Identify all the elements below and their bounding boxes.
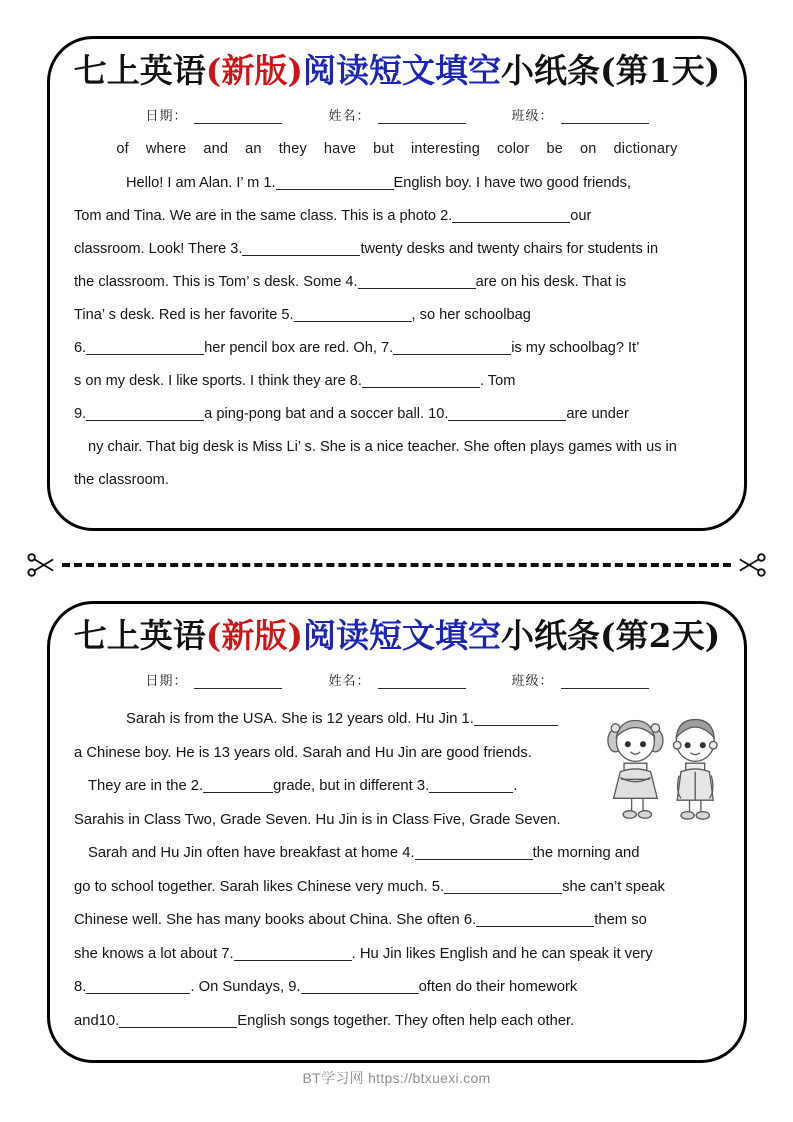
meta-field-class <box>512 670 649 689</box>
line-text: Chinese well. She has many books about China. She often 6. <box>74 912 477 929</box>
answer-blank-7[interactable] <box>234 945 352 961</box>
line-text: the classroom. This is Tom’ s desk. Some 4. <box>74 274 358 291</box>
passage-line <box>74 332 722 365</box>
word-bank-item: dictionary <box>613 141 678 158</box>
word-bank-item: color <box>497 141 530 158</box>
answer-blank-4[interactable] <box>358 273 476 289</box>
meta-field-name <box>328 670 465 689</box>
line-text: her pencil box are red. Oh, 7. <box>204 340 394 357</box>
word-bank-item: of <box>116 141 129 158</box>
meta-blank-class[interactable] <box>561 111 649 124</box>
passage-line <box>74 233 722 266</box>
line-text: go to school together. Sarah likes Chinese very much. 5. <box>74 878 445 895</box>
meta-blank-date[interactable] <box>194 676 282 689</box>
answer-blank-4[interactable] <box>415 844 533 860</box>
answer-blank-6[interactable] <box>476 911 594 927</box>
title-part-topic: 阅读短文填空 <box>303 616 502 655</box>
line-text: . On Sundays, 9. <box>190 979 301 996</box>
passage-line <box>74 167 722 200</box>
meta-field-date <box>145 670 282 689</box>
line-text: Sarahis in Class Two, Grade Seven. Hu Jin is in Class Five, Grade Seven. <box>74 811 561 828</box>
line-text: Tom and Tina. We are in the same class. This is a photo 2. <box>74 208 453 225</box>
line-text: Sarah and Hu Jin often have breakfast at home 4. <box>88 845 415 862</box>
answer-blank-3[interactable] <box>242 240 360 256</box>
cut-divider <box>26 548 767 582</box>
meta-row-day1 <box>50 105 744 124</box>
answer-blank-3[interactable] <box>429 777 513 793</box>
meta-row-day2 <box>50 670 744 689</box>
line-text: s on my desk. I like sports. I think they are 8. <box>74 373 362 390</box>
passage-line <box>74 1005 722 1039</box>
answer-blank-9[interactable] <box>301 978 419 994</box>
line-text: a ping-pong bat and a soccer ball. 10. <box>204 406 449 423</box>
title-part-edition: (新版) <box>205 616 304 655</box>
passage-line <box>74 837 722 871</box>
line-text: are on his desk. That is <box>475 274 627 291</box>
meta-field-class <box>512 105 649 124</box>
word-bank-item: where <box>145 141 187 158</box>
answer-blank-6[interactable] <box>86 339 204 355</box>
line-text: the classroom. <box>74 472 169 489</box>
passage-line <box>74 938 722 972</box>
passage-line <box>74 871 722 905</box>
meta-field-date <box>145 105 282 124</box>
word-bank-item: have <box>323 141 357 158</box>
answer-blank-8[interactable] <box>86 978 190 994</box>
title-part-edition: (新版) <box>205 51 304 90</box>
meta-field-name <box>328 105 465 124</box>
scissors-icon <box>26 550 56 580</box>
passage-line <box>74 464 722 497</box>
answer-blank-1[interactable] <box>474 710 558 726</box>
passage-line <box>74 200 722 233</box>
word-bank-item: be <box>546 141 564 158</box>
word-bank-item: an <box>245 141 262 158</box>
word-bank-item: on <box>580 141 597 158</box>
line-text: grade, but in different 3. <box>273 778 430 795</box>
meta-label-name: 姓名： <box>328 109 371 125</box>
meta-blank-name[interactable] <box>378 111 466 124</box>
word-bank-item: but <box>373 141 394 158</box>
line-text: our <box>570 208 592 225</box>
line-text: a Chinese boy. He is 13 years old. Sarah and Hu Jin are good friends. <box>74 744 532 761</box>
line-text: 9. <box>74 406 87 423</box>
word-bank-item: and <box>203 141 229 158</box>
title-part-topic: 阅读短文填空 <box>303 51 502 90</box>
word-bank <box>50 141 744 157</box>
worksheet-card-day1 <box>47 36 747 531</box>
line-text: ny chair. That big desk is Miss Li’ s. She is a nice teacher. She often plays games with us in <box>88 439 677 456</box>
line-text: Hello! I am Alan. I’ m 1. <box>126 175 276 192</box>
title-part-subject: 七上英语 <box>73 616 206 655</box>
line-text: . <box>513 778 518 795</box>
site-watermark: BT学习网 https://btxuexi.com <box>302 1070 491 1086</box>
line-text: . Tom <box>479 373 516 390</box>
passage-line <box>74 971 722 1005</box>
answer-blank-9[interactable] <box>86 405 204 421</box>
line-text: she knows a lot about 7. <box>74 945 234 962</box>
passage-line <box>74 398 722 431</box>
line-text: English boy. I have two good friends, <box>393 175 631 192</box>
cut-dashed-line <box>62 563 731 567</box>
page-title-day2 <box>50 604 744 656</box>
line-text: them so <box>594 912 647 929</box>
meta-label-class: 班级： <box>511 109 554 125</box>
answer-blank-5[interactable] <box>444 878 562 894</box>
line-text: Sarah is from the USA. She is 12 years old. Hu Jin 1. <box>126 711 474 728</box>
passage-line <box>74 299 722 332</box>
line-text: often do their homework <box>418 979 578 996</box>
answer-blank-7[interactable] <box>393 339 511 355</box>
line-text: . Hu Jin likes English and he can speak it very <box>351 945 653 962</box>
line-text: are under <box>566 406 629 423</box>
answer-blank-1[interactable] <box>276 174 394 190</box>
meta-label-date: 日期： <box>145 674 188 690</box>
title-part-day: 小纸条(第1天) <box>501 51 721 90</box>
meta-label-name: 姓名： <box>328 674 371 690</box>
meta-label-class: 班级： <box>511 674 554 690</box>
answer-blank-5[interactable] <box>294 306 412 322</box>
line-text: They are in the 2. <box>88 778 204 795</box>
meta-blank-class[interactable] <box>561 676 649 689</box>
line-text: 6. <box>74 340 87 357</box>
meta-label-date: 日期： <box>145 109 188 125</box>
two-children-illustration <box>594 711 730 823</box>
line-text: she can’t speak <box>562 878 665 895</box>
title-part-day: 小纸条(第2天) <box>501 616 721 655</box>
answer-blank-8[interactable] <box>362 372 480 388</box>
scissors-icon <box>737 550 767 580</box>
answer-blank-2[interactable] <box>203 777 273 793</box>
meta-blank-date[interactable] <box>194 111 282 124</box>
line-text: 8. <box>74 979 87 996</box>
word-bank-item: interesting <box>410 141 481 158</box>
meta-blank-name[interactable] <box>378 676 466 689</box>
title-part-subject: 七上英语 <box>73 51 206 90</box>
answer-blank-10[interactable] <box>119 1012 237 1028</box>
answer-blank-10[interactable] <box>448 405 566 421</box>
line-text: English songs together. They often help each other. <box>237 1012 575 1029</box>
answer-blank-2[interactable] <box>452 207 570 223</box>
line-text: and10. <box>74 1012 120 1029</box>
passage-line <box>74 904 722 938</box>
passage-line <box>74 431 722 464</box>
line-text: is my schoolbag? It’ <box>511 340 640 357</box>
passage-line <box>74 266 722 299</box>
passage-day1 <box>50 167 744 497</box>
word-bank-item: they <box>278 141 307 158</box>
line-text: Tina’ s desk. Red is her favorite 5. <box>74 307 294 324</box>
passage-line <box>74 365 722 398</box>
line-text: , so her schoolbag <box>411 307 531 324</box>
line-text: twenty desks and twenty chairs for students in <box>360 241 659 258</box>
line-text: the morning and <box>532 845 640 862</box>
line-text: classroom. Look! There 3. <box>74 241 243 258</box>
page-title-day1 <box>50 39 744 91</box>
worksheet-card-day2 <box>47 601 747 1063</box>
